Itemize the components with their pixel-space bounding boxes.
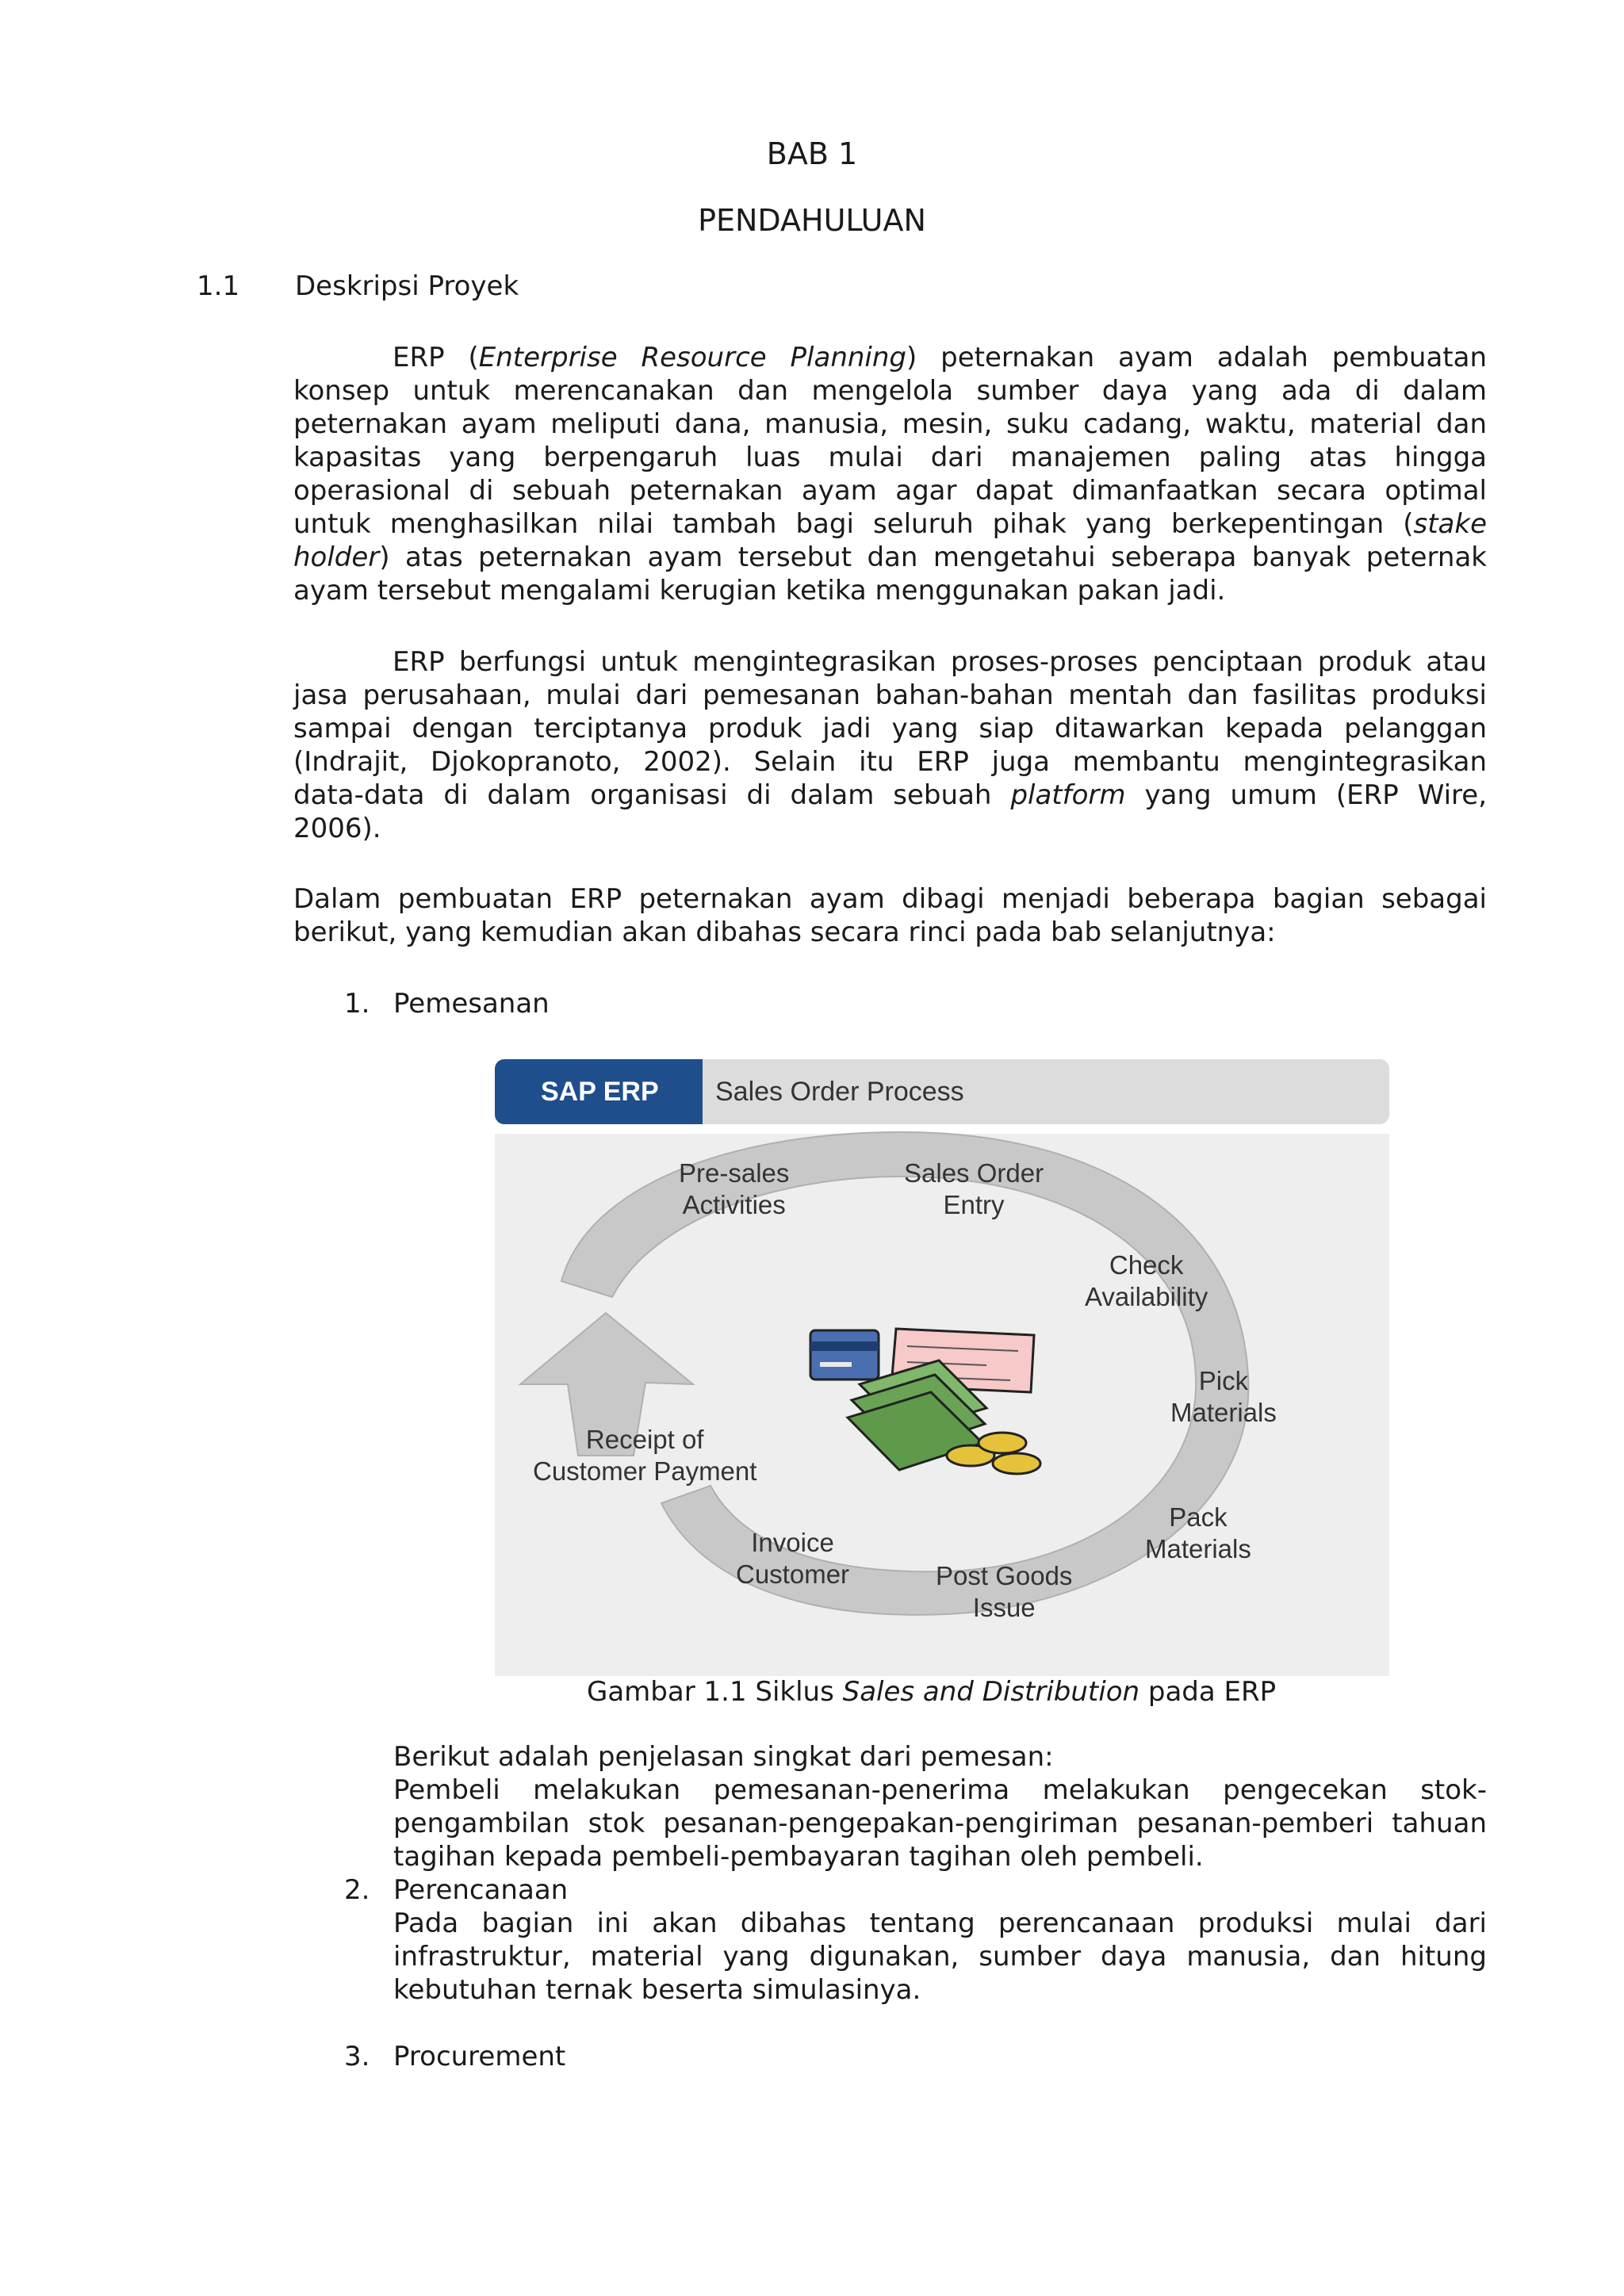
- para2-line-6: 2006).: [293, 813, 381, 844]
- para1-line-3: peternakan ayam meliputi dana, manusia, mesin, suku cadang, waktu, material dan: [293, 408, 1487, 440]
- explanation-intro: Berikut adalah penjelasan singkat dari pemesan:: [393, 1741, 1054, 1773]
- list-item-3-label: Procurement: [393, 2041, 566, 2072]
- para2-line-1: ERP berfungsi untuk mengintegrasikan proses-proses penciptaan produk atau: [393, 646, 1487, 678]
- explanation-line-2: pengambilan stok pesanan-pengepakan-pengiriman pesanan-pemberi tahuan: [393, 1808, 1487, 1839]
- paragraph-2: [293, 645, 1487, 845]
- para3-line-2: berikut, yang kemudian akan dibahas secara rinci pada bab selanjutnya:: [293, 916, 1276, 948]
- para3-line-1: Dalam pembuatan ERP peternakan ayam dibagi menjadi beberapa bagian sebagai: [293, 883, 1487, 915]
- paragraph-3: [293, 882, 1487, 949]
- list-item-2-number: 2.: [344, 1874, 370, 1906]
- para2-line-5: data-data di dalam organisasi di dalam sebuah platform yang umum (ERP Wire,: [293, 779, 1488, 811]
- paragraph-1: [293, 341, 1487, 607]
- sales-order-figure: [495, 1059, 1389, 1676]
- pemesanan-explanation: [393, 1740, 1487, 1873]
- chapter-title: PENDAHULUAN: [698, 203, 926, 238]
- step-pack-materials: Pack Materials: [1145, 1502, 1251, 1563]
- step-post-goods-issue: Post Goods Issue: [936, 1561, 1073, 1622]
- list-item-1-label: Pemesanan: [393, 988, 550, 1020]
- chapter-number: BAB 1: [766, 136, 858, 171]
- item2-line-2: infrastruktur, material yang digunakan, sumber daya manusia, dan hitung: [393, 1941, 1487, 1973]
- para1-line-4: kapasitas yang berpengaruh luas mulai dari manajemen paling atas hingga: [293, 442, 1487, 473]
- figure-caption: Gambar 1.1 Siklus Sales and Distribution pada ERP: [587, 1676, 1277, 1708]
- para1-line-6: untuk menghasilkan nilai tambah bagi seluruh pihak yang berkepentingan (stake: [293, 508, 1487, 540]
- item2-line-3: kebutuhan ternak beserta simulasinya.: [393, 1974, 921, 2006]
- step-sales-order-entry: Sales Order Entry: [904, 1158, 1044, 1219]
- explanation-line-1: Pembeli melakukan pemesanan-penerima melakukan pengecekan stok-: [393, 1774, 1487, 1806]
- step-invoice-customer: Invoice Customer: [736, 1528, 850, 1589]
- para1-line-1: ERP (Enterprise Resource Planning) peternakan ayam adalah pembuatan: [393, 342, 1487, 373]
- section-number: 1.1: [197, 270, 240, 302]
- section-title: Deskripsi Proyek: [295, 270, 519, 302]
- para2-line-3: sampai dengan terciptanya produk jadi yang siap ditawarkan kepada pelanggan: [293, 713, 1487, 744]
- para1-line-5: operasional di sebuah peternakan ayam agar dapat dimanfaatkan secara optimal: [293, 475, 1487, 507]
- para2-line-2: jasa perusahaan, mulai dari pemesanan bahan-bahan mentah dan fasilitas produksi: [293, 679, 1487, 711]
- step-check-availability: Check Availability: [1085, 1250, 1208, 1311]
- para1-line-2: konsep untuk merencanakan dan mengelola sumber daya yang ada di dalam: [293, 375, 1487, 407]
- list-item-2-label: Perencanaan: [393, 1874, 569, 1906]
- para1-line-7: holder) atas peternakan ayam tersebut dan mengetahui seberapa banyak peternak: [293, 541, 1487, 573]
- sap-erp-brand: SAP ERP: [495, 1059, 703, 1124]
- step-receipt-payment: Receipt of Customer Payment: [533, 1425, 757, 1486]
- list-item-1-number: 1.: [344, 988, 370, 1020]
- para1-line-8: ayam tersebut mengalami kerugian ketika menggunakan pakan jadi.: [293, 575, 1226, 607]
- step-pick-materials: Pick Materials: [1170, 1366, 1277, 1427]
- payment-money-icon: [810, 1329, 1040, 1474]
- para2-line-4: (Indrajit, Djokopranoto, 2002). Selain itu ERP juga membantu mengintegrasikan: [293, 746, 1487, 778]
- figure-header-title: Sales Order Process: [715, 1077, 964, 1107]
- list-item-3-number: 3.: [344, 2041, 370, 2072]
- item2-line-1: Pada bagian ini akan dibahas tentang perencanaan produksi mulai dari: [393, 1908, 1487, 1939]
- step-presales: Pre-sales Activities: [679, 1158, 790, 1219]
- explanation-line-3: tagihan kepada pembeli-pembayaran tagihan oleh pembeli.: [393, 1841, 1204, 1873]
- list-item-2: [393, 1873, 1487, 2007]
